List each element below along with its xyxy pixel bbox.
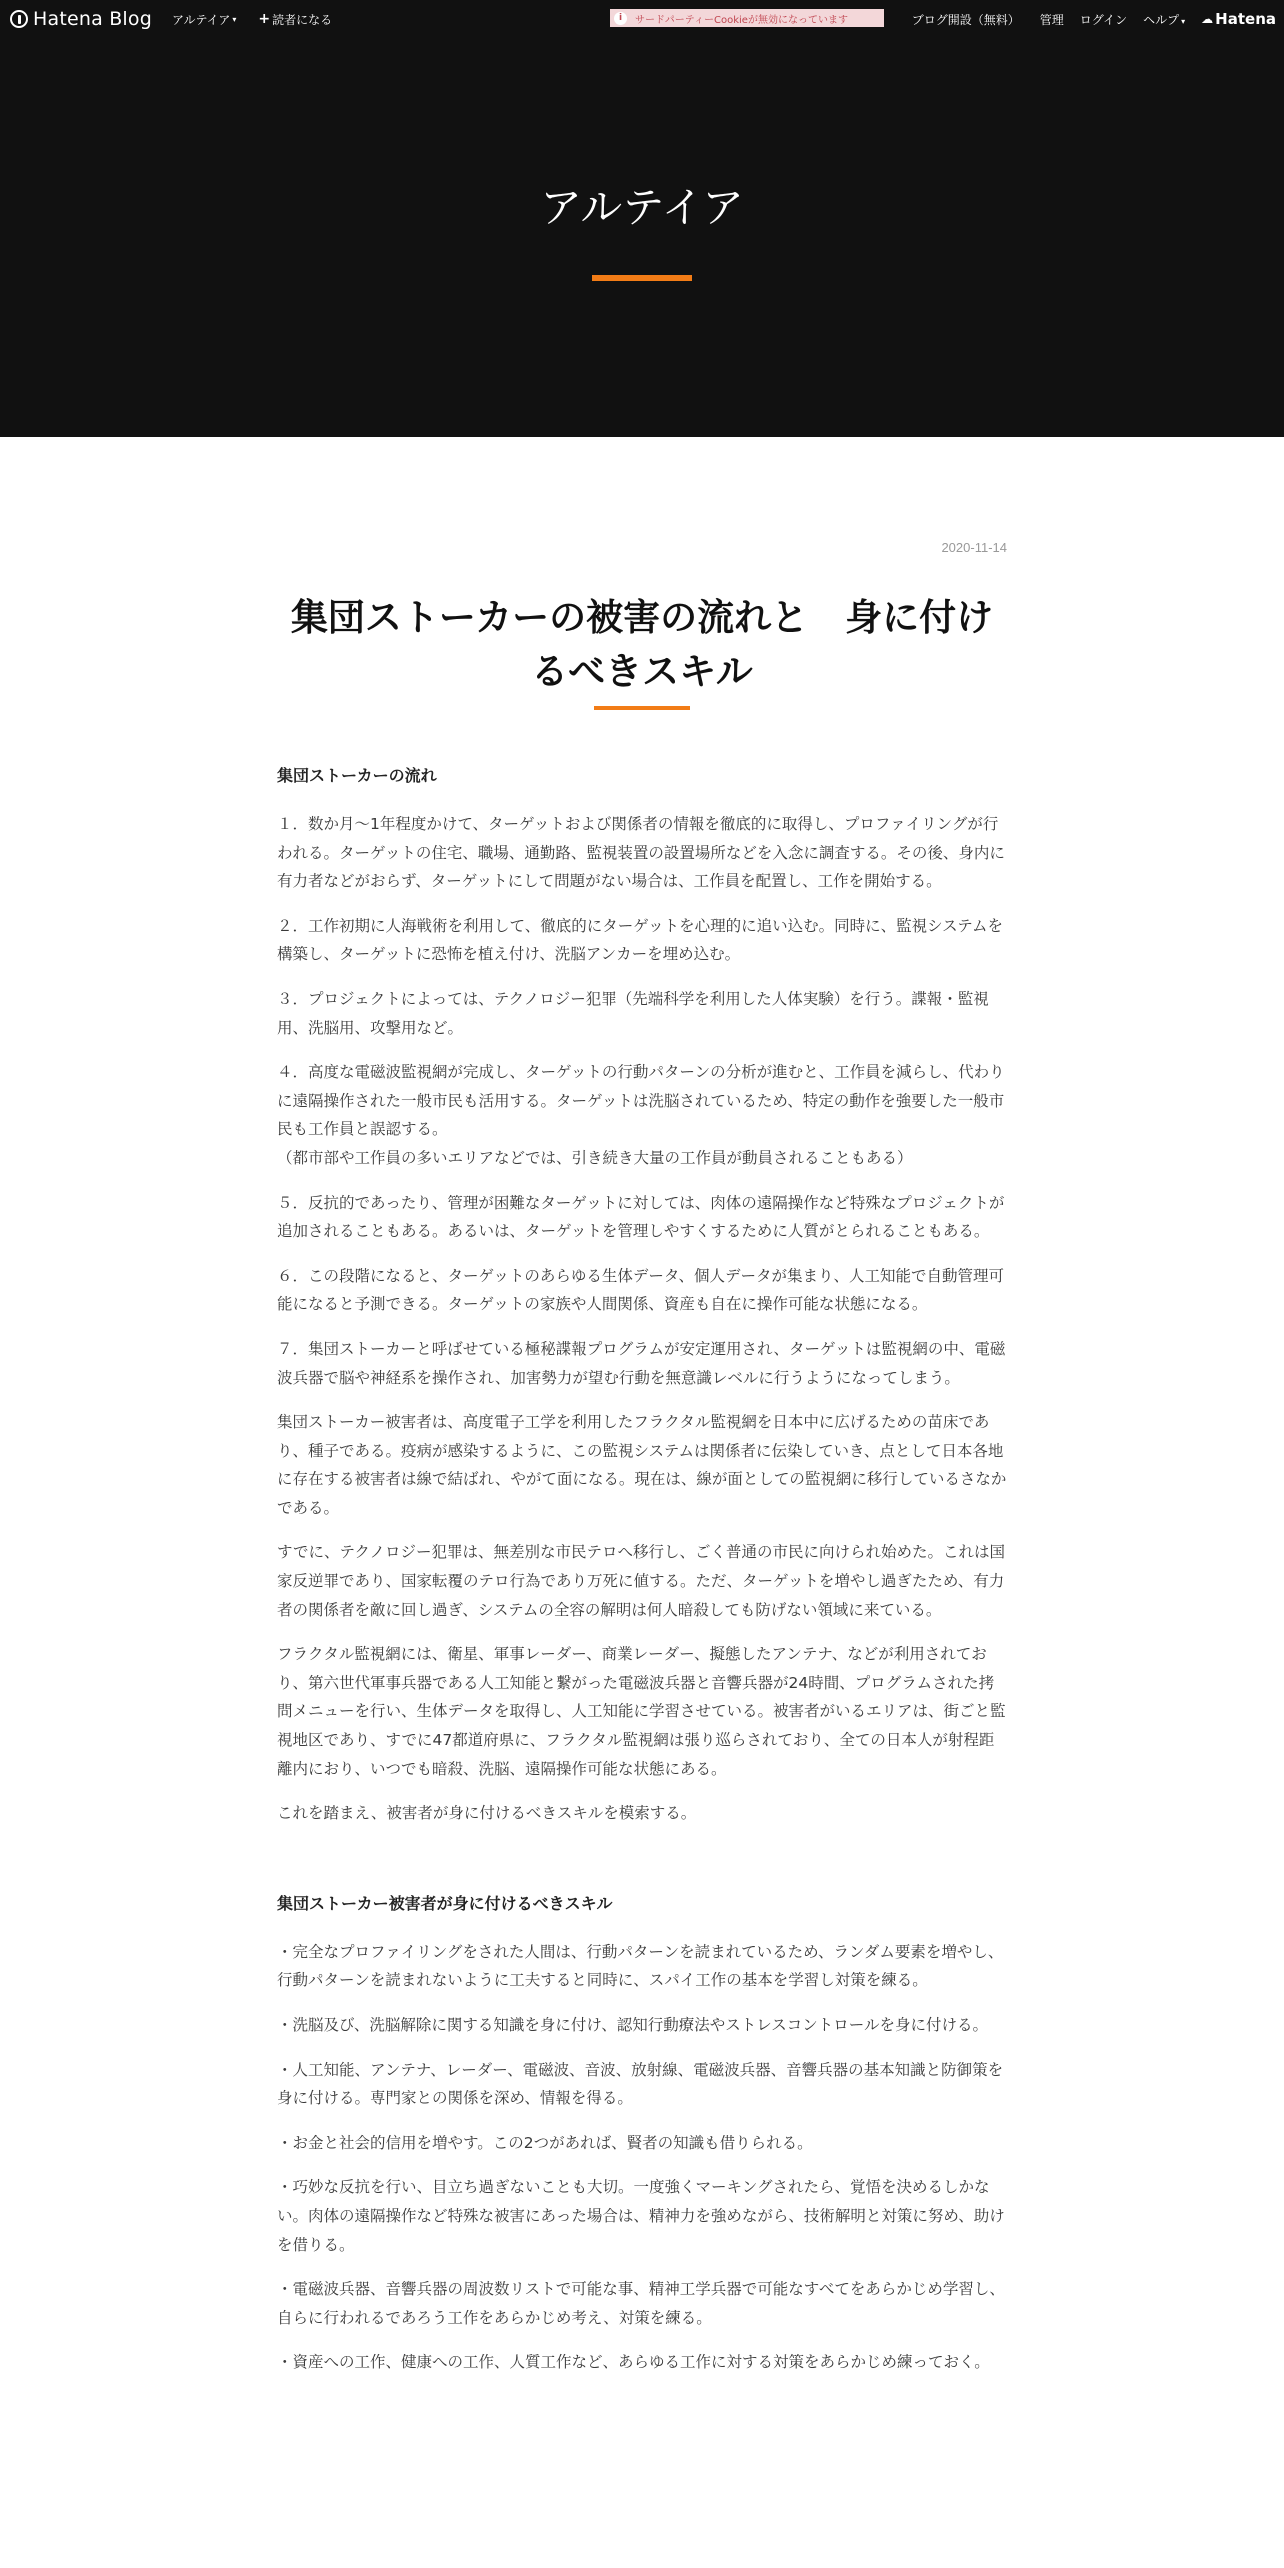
help-label: ヘルプ bbox=[1143, 12, 1180, 27]
help-dropdown[interactable] bbox=[1143, 11, 1185, 28]
subscribe-label: 読者になる bbox=[272, 12, 333, 27]
blog-header bbox=[0, 38, 1284, 437]
login-link[interactable]: ログイン bbox=[1079, 12, 1128, 27]
plus-icon: + bbox=[258, 11, 271, 27]
post-title[interactable]: 集団ストーカーの被害の流れと 身に付けるべきスキル bbox=[290, 596, 994, 693]
cookie-notice[interactable] bbox=[610, 9, 884, 27]
paragraph: ６．この段階になると、ターゲットのあらゆる生体データ、個人データが集まり、人工知能で自動管理可能になると予測できる。ターゲットの家族や人間関係、資産も自在に操作可能な状態になる。 bbox=[277, 1266, 1004, 1314]
paragraph: １．数か月～1年程度かけて、ターゲットおよび関係者の情報を徹底的に取得し、プロファイリングが行われる。ターゲットの住宅、職場、通勤路、監視装置の設置場所などを入念に調査する。その後、身内に有力者などがおらず、ターゲットにして問題がない場合は、工作員を配置し、工作を開始する。 bbox=[277, 815, 1005, 891]
paragraph: これを踏まえ、被害者が身に付けるべきスキルを模索する。 bbox=[277, 1804, 697, 1823]
hatena-blog-logo[interactable] bbox=[10, 8, 152, 30]
paragraph: ５．反抗的であったり、管理が困難なターゲットに対しては、肉体の遠隔操作など特殊なプロジェクトが追加されることもある。あるいは、ターゲットを管理しやすくするために人質がとられることもある。 bbox=[277, 1193, 1005, 1241]
hatena-link[interactable] bbox=[1201, 10, 1276, 28]
section-heading: 集団ストーカーの流れ bbox=[277, 766, 437, 785]
blog-title-underline bbox=[592, 275, 692, 281]
paragraph: ３．プロジェクトによっては、テクノロジー犯罪（先端科学を利用した人体実験）を行う。諜報・監視用、洗脳用、攻撃用など。 bbox=[277, 989, 989, 1037]
paragraph: ・完全なプロファイリングをされた人間は、行動パターンを読まれているため、ランダム要素を増やし、行動パターンを読まれないように工夫すると同時に、スパイ工作の基本を学習し対策を練る。 bbox=[277, 1942, 1004, 1990]
paragraph: ・資産への工作、健康への工作、人質工作など、あらゆる工作に対する対策をあらかじめ練っておく。 bbox=[277, 2353, 990, 2372]
paragraph: フラクタル監視網には、衛星、軍事レーダー、商業レーダー、擬態したアンテナ、などが利用されており、第六世代軍事兵器である人工知能と繋がった電磁波兵器と音響兵器が24時間、プログラムされた拷問メニューを行い、生体データを取得し、人工知能に学習させている。被害者がいるエリアは、街ごと監視地区であり、すでに47都道府県に、フラクタル監視網は張り巡らされており、全ての日本人が射程距離内におり、いつでも暗殺、洗脳、遠隔操作可能な状態にある。 bbox=[277, 1645, 1006, 1778]
header-right-nav bbox=[892, 0, 1276, 38]
cookie-notice-text: サードパーティーCookieが無効になっています bbox=[635, 14, 848, 26]
paragraph: ４．高度な電磁波監視網が完成し、ターゲットの行動パターンの分析が進むと、工作員を減らし、代わりに遠隔操作された一般市民も活用する。ターゲットは洗脳されているため、特定の動作を強要した一般市民も工作員と誤認する。 （都市部や工作員の多いエリアなどでは、引き続き大量の工作員が動員されることもある） bbox=[277, 1063, 1005, 1167]
paragraph: ・電磁波兵器、音響兵器の周波数リストで可能な事、精神工学兵器で可能なすべてをあらかじめ学習し、自らに行われるであろう工作をあらかじめ考え、対策を練る。 bbox=[277, 2280, 1005, 2327]
section-spacer bbox=[277, 1844, 1007, 1890]
blog-title[interactable]: アルテイア bbox=[539, 183, 745, 232]
info-icon: i bbox=[614, 12, 627, 25]
paragraph: すでに、テクノロジー犯罪は、無差別な市民テロへ移行し、ごく普通の市民に向けられ始めた。これは国家反逆罪であり、国家転覆のテロ行為であり万死に値する。ただ、ターゲットを増やし過ぎたため、有力者の関係者を敵に回し過ぎ、システムの全容の解明は何人暗殺しても防げない領域に来ている。 bbox=[277, 1543, 1006, 1619]
hatena-logo-icon bbox=[10, 10, 28, 28]
paragraph: ・お金と社会的信用を増やす。この2つがあれば、賢者の知識も借りられる。 bbox=[277, 2133, 813, 2152]
logo-text: Hatena Blog bbox=[33, 8, 152, 30]
paragraph: ・洗脳及び、洗脳解除に関する知識を身に付け、認知行動療法やストレスコントロールを身に付ける。 bbox=[277, 2016, 988, 2034]
paragraph: ・巧妙な反抗を行い、目立ち過ぎないことも大切。一度強くマーキングされたら、覚悟を決めるしかない。肉体の遠隔操作など特殊な被害にあった場合は、精神力を強めながら、技術解明と対策に努め、助けを借りる。 bbox=[277, 2178, 1005, 2254]
create-blog-link[interactable]: ブログ開設（無料） bbox=[911, 12, 1020, 27]
post-title-underline bbox=[594, 706, 690, 710]
paragraph: ２．工作初期に人海戦術を利用して、徹底的にターゲットを心理的に追い込む。同時に、監視システムを構築し、ターゲットに恐怖を植え付け、洗脳アンカーを埋め込む。 bbox=[277, 916, 1004, 964]
paragraph: ・人工知能、アンテナ、レーダー、電磁波、音波、放射線、電磁波兵器、音響兵器の基本知識と防御策を身に付ける。専門家との関係を深め、情報を得る。 bbox=[277, 2060, 1004, 2108]
blog-menu-dropdown[interactable] bbox=[172, 11, 236, 28]
caret-down-icon: ▾ bbox=[232, 14, 237, 24]
section-heading: 集団ストーカー被害者が身に付けるべきスキル bbox=[277, 1893, 613, 1913]
article-content bbox=[277, 762, 1007, 2377]
hatena-label: Hatena bbox=[1215, 10, 1276, 28]
paragraph: ７．集団ストーカーと呼ばせている極秘諜報プログラムが安定運用され、ターゲットは監視網の中、電磁波兵器で脳や神経系を操作され、加害勢力が望む行動を無意識レベルに行うようになってしまう。 bbox=[277, 1339, 1006, 1387]
caret-down-icon: ▾ bbox=[1181, 16, 1186, 26]
blog-menu-label: アルテイア bbox=[172, 12, 231, 27]
paragraph: 集団ストーカー被害者は、高度電子工学を利用したフラクタル監視網を日本中に広げるための苗床であり、種子である。疫病が感染するように、この監視システムは関係者に伝染していき、点として日本各地に存在する被害者は線で結ばれ、やがて面になる。現在は、線が面としての監視網に移行しているさなかである。 bbox=[277, 1413, 1007, 1517]
subscribe-button[interactable] bbox=[258, 11, 332, 28]
global-header bbox=[0, 0, 1284, 38]
article bbox=[277, 540, 1007, 2393]
hatena-mark-icon: ☁ bbox=[1201, 12, 1214, 26]
admin-link[interactable]: 管理 bbox=[1039, 12, 1064, 27]
post-date[interactable]: 2020-11-14 bbox=[941, 540, 1007, 555]
